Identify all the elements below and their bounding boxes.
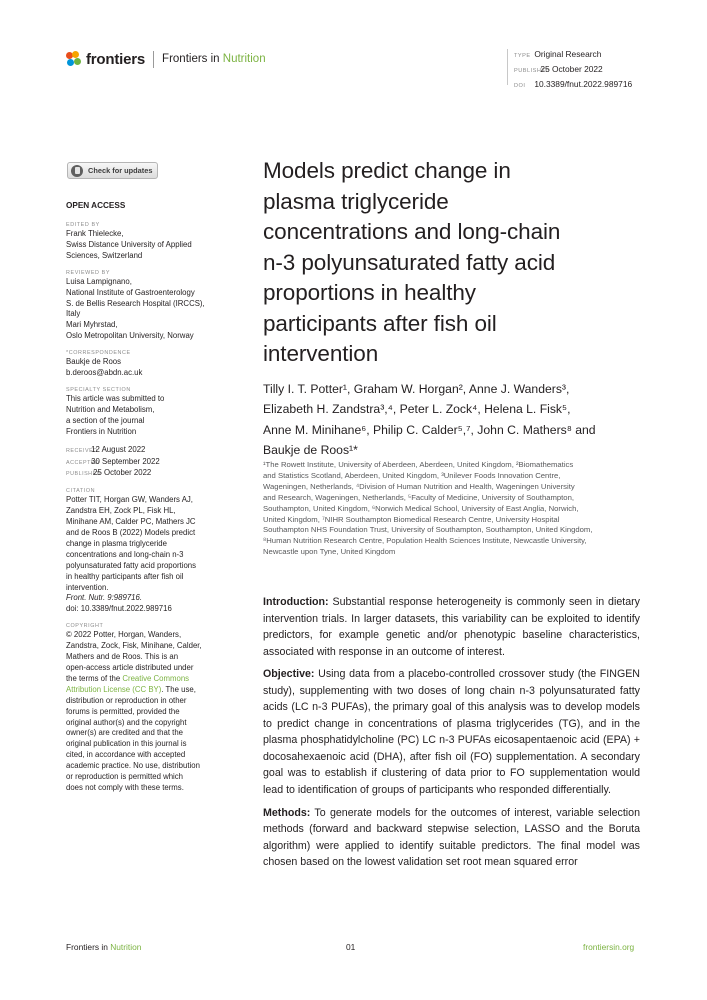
brand-name: frontiers bbox=[86, 50, 146, 68]
update-check-icon bbox=[71, 165, 83, 177]
correspondence-email[interactable]: b.deroos@abdn.ac.uk bbox=[66, 368, 143, 378]
copyright-section: COPYRIGHT © 2022 Potter, Horgan, Wanders, Zandstra, Zock, Fisk, Minihane, Calder, Mathers and de Roos. This is an open-access article distributed under the terms of the Creative Commons Attribution License (CC BY). The use, distribution or reproduction in other forums is permitted, provided the original author(s) and the copyright owner(s) are credited and that the original publication in this journal is cited, in accordance with accepted academic practice. No use, distribution or reproduction is permitted which does not comply with these terms. bbox=[66, 623, 202, 792]
citation-doi[interactable]: doi: 10.3389/fnut.2022.989716 bbox=[66, 604, 172, 614]
citation-section: CITATION Potter TIT, Horgan GW, Wanders AJ, Zandstra EH, Zock PL, Fisk HL, Minihane AM, Calder PC, Mathers JC and de Roos B (2022) Models predict change in plasma triglyceride concentrations and long-chain n-3 polyunsaturated fatty acid proportions in healthy participants after fish oil intervention. Front. Nutr. 9:989716. doi: 10.3389/fnut.2022.989716 bbox=[66, 487, 226, 615]
article-title: Models predict change in plasma triglyceride concentrations and long-chain n-3 polyunsaturated fatty acid proportions in healthy participants after fish oil intervention bbox=[263, 158, 561, 366]
meta-divider bbox=[507, 49, 508, 85]
cc-license-link[interactable]: Creative Commons bbox=[122, 673, 190, 683]
received-date: RECEIVED 12 August 2022 bbox=[66, 444, 146, 454]
frontiers-logo[interactable] bbox=[66, 49, 266, 69]
article-meta bbox=[514, 48, 632, 93]
author-list: Tilly I. T. Potter¹, Graham W. Horgan², Anne J. Wanders³, Elizabeth H. Zandstra³,⁴, Peter L. Zock⁴, Helena L. Fisk⁵, Anne M. Minihane⁶, Philip C. Calder⁵,⁷, John C. Mathers⁸ and Baukje de Roos¹* bbox=[263, 382, 596, 458]
check-for-updates-button[interactable] bbox=[67, 162, 158, 179]
frontiers-logo-icon bbox=[66, 51, 82, 67]
article-doi: DOI 10.3389/fnut.2022.989716 bbox=[514, 79, 633, 89]
reviewed-by-section: REVIEWED BY Luisa Lampignano, National Institute of Gastroenterology S. de Bellis Research Hospital (IRCCS), Italy Mari Myhrstad, Oslo Metropolitan University, Norway bbox=[66, 269, 205, 341]
open-access-label: OPEN ACCESS bbox=[66, 201, 126, 210]
footer-journal: Frontiers in Nutrition bbox=[66, 942, 142, 952]
article-type: TYPE Original Research bbox=[514, 49, 602, 59]
page-number: 01 bbox=[346, 942, 356, 952]
check-for-updates-label: Check for updates bbox=[88, 166, 153, 175]
affiliations: ¹The Rowett Institute, University of Aberdeen, Aberdeen, United Kingdom, ²Biomathematics and Statistics Scotland, Aberdeen, United Kingdom, ³Unilever Foods Innovation Centre, Wageningen, Netherlands, ⁴Division of Human Nutrition and Health, Wageningen University and Research, Wageningen, Netherlands, ⁵Faculty of Medicine, University of Southampton, Southampton, United Kingdom, ⁶Norwich Medical School, University of East Anglia, Norwich, United Kingdom, ⁷NIHR Southampton Biomedical Research Centre, University Hospital Southampton NHS Foundation Trust, University of Southampton, Southampton, United Kingdom, ⁸Human Nutrition Research Centre, Population Health Sciences Institute, Newcastle University, Newcastle upon Tyne, United Kingdom bbox=[263, 460, 593, 557]
abstract-introduction: Introduction: Substantial response heterogeneity is commonly seen in dietary intervention trials. In larger datasets, this variability can be exploited to identify predictors, for example genetic and/or phenotypic baseline characteristics, associated with response in an outcome of interest. bbox=[263, 596, 640, 658]
article-published: PUBLISHED 25 October 2022 bbox=[514, 64, 603, 74]
journal-name: Frontiers in Nutrition bbox=[162, 53, 266, 65]
edited-by-section: EDITED BY Frank Thielecke, Swiss Distance University of Applied Sciences, Switzerland bbox=[66, 222, 192, 260]
article-sidebar bbox=[66, 201, 226, 801]
footer-site-link[interactable]: frontiersin.org bbox=[583, 942, 635, 952]
correspondence-section: *CORRESPONDENCE Baukje de Roos b.deroos@abdn.ac.uk bbox=[66, 349, 226, 379]
cc-license-link-cont[interactable]: Attribution License (CC BY) bbox=[66, 684, 162, 694]
abstract-methods: Methods: To generate models for the outcomes of interest, variable selection methods (forward and backward stepwise selection, LASSO and the Boruta algorithm) were applied to identify suitable predictors. The final model was chosen based on the lowest validation set root mean squared error bbox=[263, 806, 640, 869]
header-divider bbox=[153, 51, 154, 68]
specialty-section: SPECIALTY SECTION This article was submitted to Nutrition and Metabolism, a section of the journal Frontiers in Nutrition bbox=[66, 386, 165, 436]
abstract bbox=[263, 594, 640, 877]
abstract-objective: Objective: Using data from a placebo-controlled crossover study (the FINGEN study), supplementing with two doses of long chain n-3 polyunsaturated fatty acids (LC n-3 PUFAs), the primary goal of this analysis was to develop models to predict change in concentrations of plasma triglycerides (TG), and in the plasma phosphatidylcholine (PC) LC n-3 PUFAs eicosapentaenoic acid (EPA) + docosahexaenoic acid (DHA), after fish oil (FO) supplementation. A secondary goal was to establish if clustering of data prior to FO supplementation would lead to identification of groups of participants who responded differentially. bbox=[263, 668, 640, 796]
dates-section bbox=[66, 445, 226, 481]
accepted-date: ACCEPTED 30 September 2022 bbox=[66, 456, 160, 466]
published-date: PUBLISHED 25 October 2022 bbox=[66, 468, 152, 478]
